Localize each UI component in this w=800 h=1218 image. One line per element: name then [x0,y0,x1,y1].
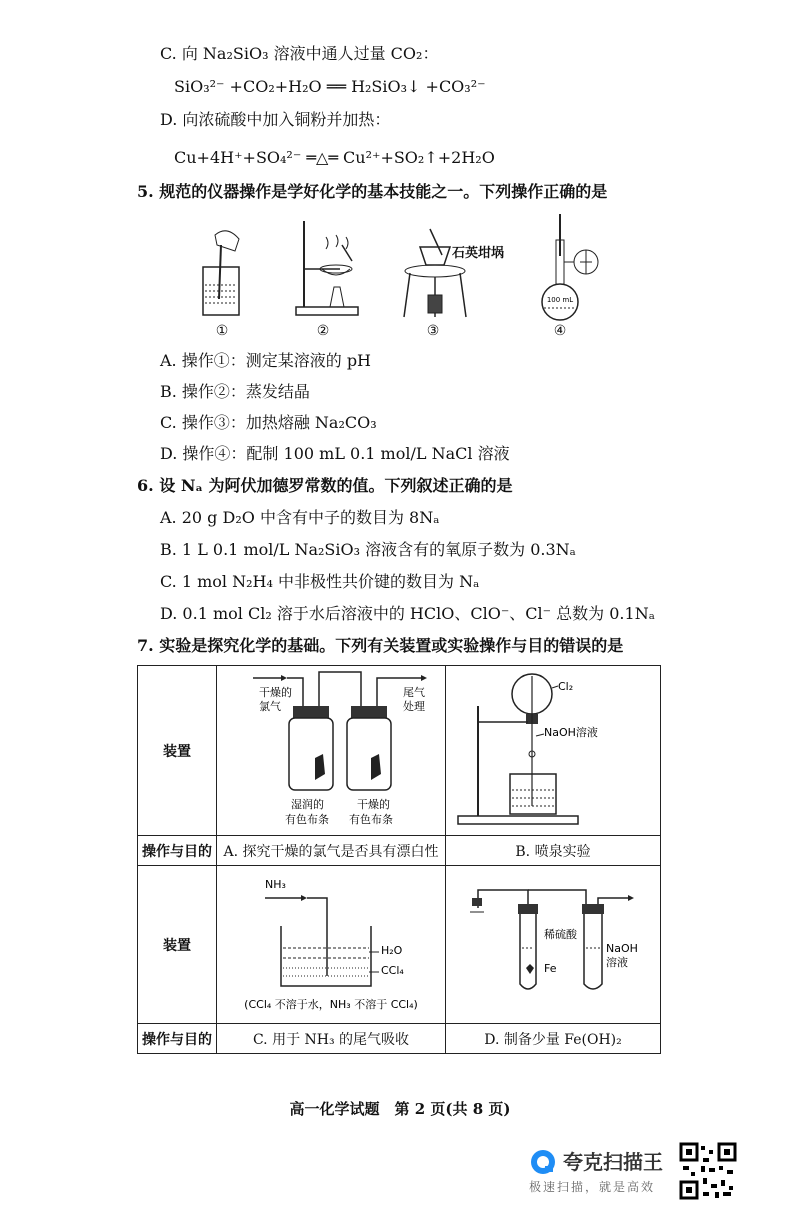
device-d-figure [448,868,658,1018]
device-b-figure [448,666,658,831]
purpose-a: A. 探究干燥的氯气是否具有漂白性 [217,836,446,866]
row-label-purpose-1: 操作与目的 [138,836,217,866]
crucible-label: 石英坩埚 [452,246,505,261]
row-label-purpose-2: 操作与目的 [138,1024,217,1054]
q6-option-b: B. 1 L 0.1 mol/L Na₂SiO₃ 溶液含有的氧原子数为 0.3Nₐ [160,540,576,559]
device-c-figure [221,868,441,1018]
purpose-d: D. 制备少量 Fe(OH)₂ [446,1024,661,1054]
device-a-bottle1-label-2: 有色布条 [285,813,329,826]
device-d-fe-label: Fe [544,961,557,975]
experiment-table [137,665,661,1054]
q4-equation-d: Cu+4H⁺+SO₄²⁻ ═△═ Cu²⁺+SO₂↑+2H₂O [174,148,495,167]
q6-option-c: C. 1 mol N₂H₄ 中非极性共价键的数目为 Nₐ [160,572,480,591]
device-a-out-label-1: 尾气 [403,686,425,699]
q5-stem: 5. 规范的仪器操作是学好化学的基本技能之一。下列操作正确的是 [137,182,608,201]
page-footer: 高一化学试题 第 2 页(共 8 页) [289,1100,511,1118]
device-d-cell [446,866,661,1024]
q6-option-a: A. 20 g D₂O 中含有中子的数目为 8Nₐ [160,508,440,527]
figure-label-3: ③ [426,323,440,339]
ph-test-figure [195,225,255,325]
device-a-bottle2-label-1: 干燥的 [357,798,390,811]
device-a-in-label-1: 干燥的 [259,686,292,699]
device-c-cell [217,866,446,1024]
device-a-out-label-2: 处理 [403,700,425,713]
device-d-naoh-label-1: NaOH [606,941,638,955]
q4-option-c: C. 向 Na₂SiO₃ 溶液中通人过量 CO₂： [160,44,439,63]
device-b-cell [446,666,661,836]
device-a-cell [217,666,446,836]
row-label-device-1: 装置 [138,666,217,836]
q7-stem: 7. 实验是探究化学的基础。下列有关装置或实验操作与目的错误的是 [137,636,624,655]
q5-option-a: A. 操作①：测定某溶液的 pH [160,351,372,370]
figure-label-2: ② [316,323,330,339]
purpose-b: B. 喷泉实验 [446,836,661,866]
q5-option-c: C. 操作③：加热熔融 Na₂CO₃ [160,413,377,432]
q5-option-d: D. 操作④：配制 100 mL 0.1 mol/L NaCl 溶液 [160,444,510,463]
crucible-figure [400,225,470,325]
evaporation-figure [290,215,365,325]
device-a-bottle1-label-1: 湿润的 [291,798,324,811]
row-label-device-2: 装置 [138,866,217,1024]
device-d-acid-label: 稀硫酸 [544,927,577,941]
q5-option-b: B. 操作②：蒸发结晶 [160,382,310,401]
device-a-bottle2-label-2: 有色布条 [349,813,393,826]
device-b-solution-label: NaOH溶液 [544,726,598,739]
q4-equation-c: SiO₃²⁻ +CO₂+H₂O ══ H₂SiO₃↓ +CO₃²⁻ [174,77,486,96]
qr-code-icon [679,1142,737,1200]
figure-label-1: ① [215,323,229,339]
device-d-naoh-label-2: 溶液 [606,955,628,969]
scanner-watermark [527,1142,672,1198]
q6-option-d: D. 0.1 mol Cl₂ 溶于水后溶液中的 HClO、ClO⁻、Cl⁻ 总数为 0.1Nₐ [160,604,655,623]
device-c-water-label: H₂O [381,943,403,957]
q4-option-d: D. 向浓硫酸中加入铜粉并加热： [160,110,391,129]
scanner-title: 夸克扫描王 [563,1150,663,1174]
device-a-figure [221,666,441,831]
q6-stem: 6. 设 Nₐ 为阿伏加德罗常数的值。下列叙述正确的是 [137,476,513,495]
device-a-in-label-2: 氯气 [259,700,281,713]
device-c-note: (CCl₄ 不溶于水，NH₃ 不溶于 CCl₄) [244,997,418,1011]
device-c-gas-label: NH₃ [265,877,286,891]
flask-volume-label: 100 mL [546,296,574,304]
volumetric-flask-figure [538,210,603,325]
device-c-ccl4-label: CCl₄ [381,963,404,977]
figure-label-4: ④ [553,323,567,339]
scanner-subtitle: 极速扫描，就是高效 [529,1180,656,1194]
scanner-logo-icon [529,1148,557,1176]
device-b-gas-label: Cl₂ [558,680,574,693]
purpose-c: C. 用于 NH₃ 的尾气吸收 [217,1024,446,1054]
